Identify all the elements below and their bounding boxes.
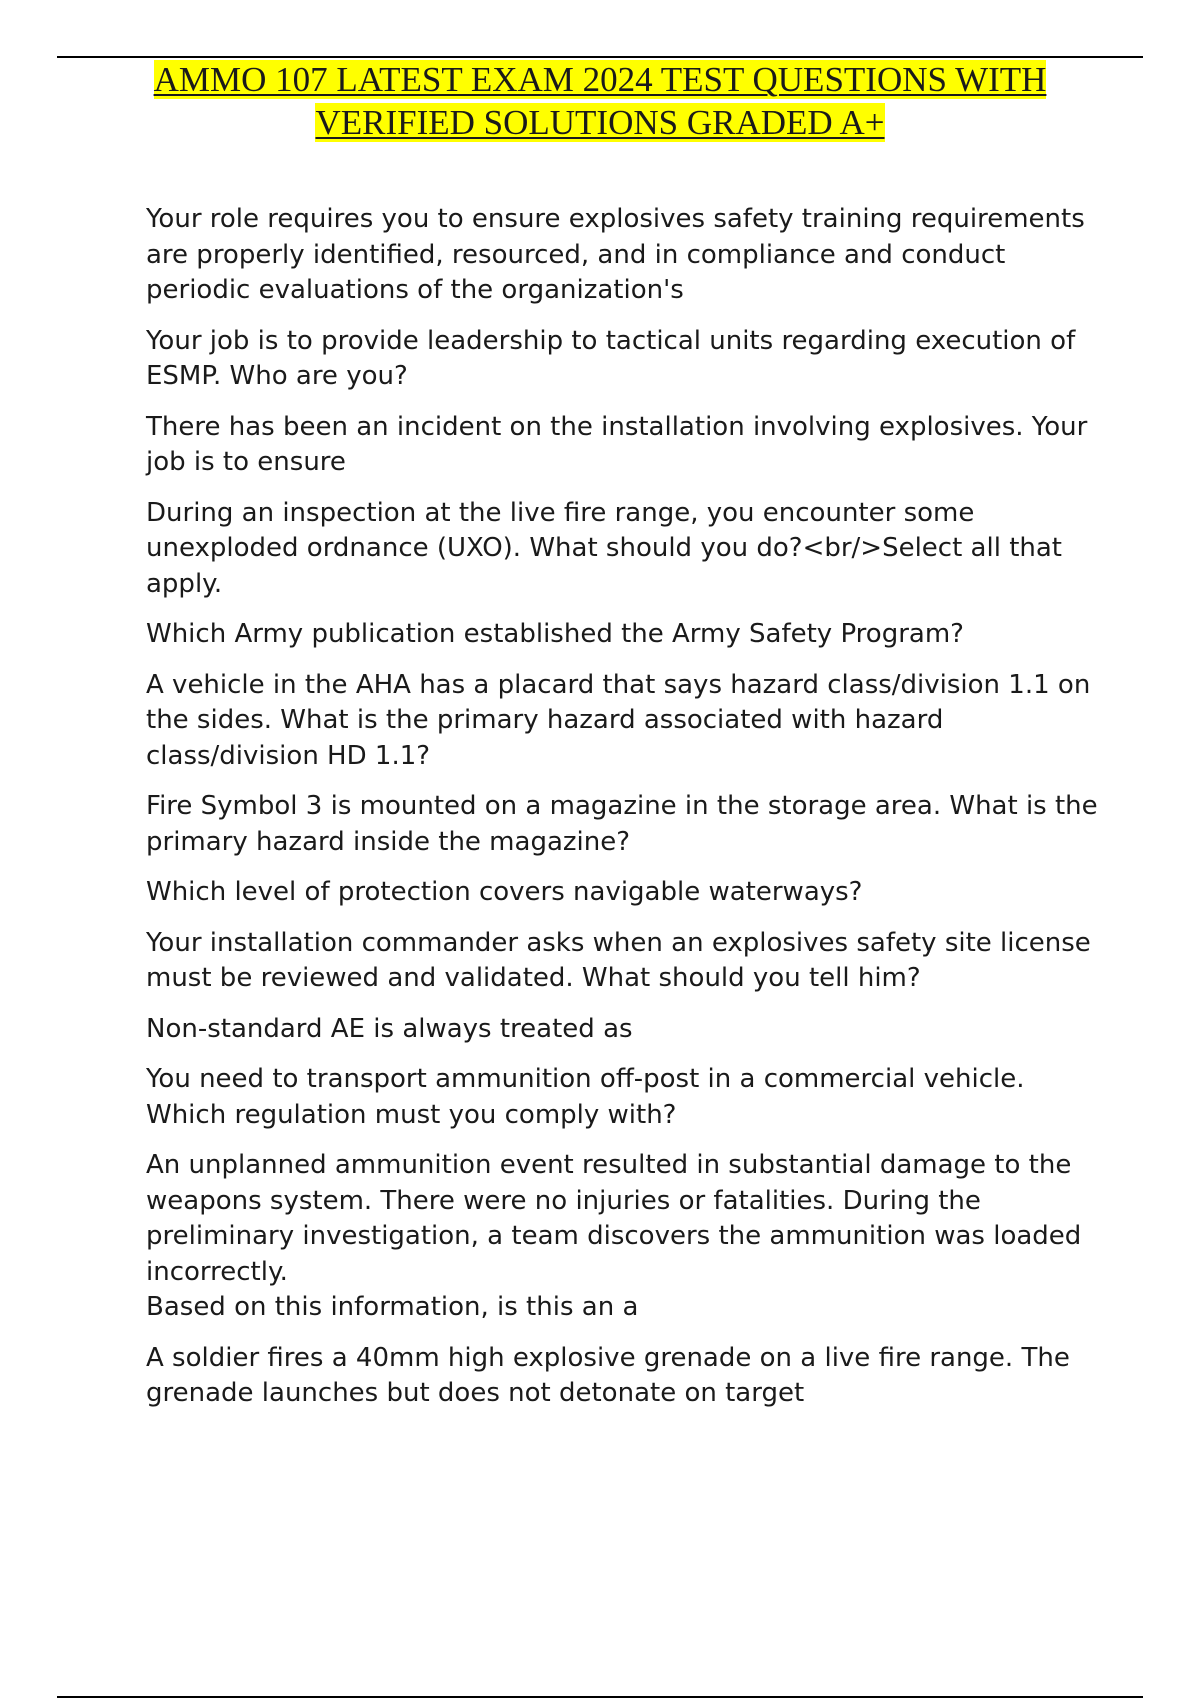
bottom-rule (57, 1696, 1143, 1698)
question-item: Your job is to provide leadership to tactical units regarding execution of ESMP. Who are you? (146, 325, 1076, 391)
title-line-2: VERIFIED SOLUTIONS GRADED A+ (315, 103, 885, 142)
question-item: Your installation commander asks when an explosives safety site license must be reviewed and validated. What should you tell him? (146, 927, 1091, 993)
document-title (100, 58, 1100, 144)
question-item: Your role requires you to ensure explosives safety training requirements are properly identified, resourced, and in compliance and conduct periodic evaluations of the organization's (146, 204, 1085, 305)
question-item: Which level of protection covers navigable waterways? (146, 877, 863, 907)
question-item: Fire Symbol 3 is mounted on a magazine in the storage area. What is the primary hazard inside the magazine? (146, 791, 1098, 857)
question-item: An unplanned ammunition event resulted in substantial damage to the weapons system. There were no injuries or fatalities. During the preliminary investigation, a team discovers the ammunition was loaded incorrectly. Based on this information, is this an a (146, 1150, 1082, 1322)
question-item: You need to transport ammunition off-post in a commercial vehicle. Which regulation must you comply with? (146, 1064, 1025, 1130)
question-item: A soldier fires a 40mm high explosive grenade on a live fire range. The grenade launches but does not detonate on target (146, 1342, 1070, 1408)
question-item: A vehicle in the AHA has a placard that says hazard class/division 1.1 on the sides. What is the primary hazard associated with hazard class/division HD 1.1? (146, 669, 1091, 771)
question-item: Which Army publication established the Army Safety Program? (146, 619, 964, 649)
title-line-1: AMMO 107 LATEST EXAM 2024 TEST QUESTIONS WITH (153, 60, 1047, 99)
question-item: There has been an incident on the installation involving explosives. Your job is to ensure (146, 411, 1088, 477)
question-item: Non-standard AE is always treated as (146, 1013, 633, 1044)
question-item: During an inspection at the live fire range, you encounter some unexploded ordnance (UXO). What should you do?<br/>Select all that apply. (146, 497, 1063, 599)
question-list (146, 202, 1106, 1427)
